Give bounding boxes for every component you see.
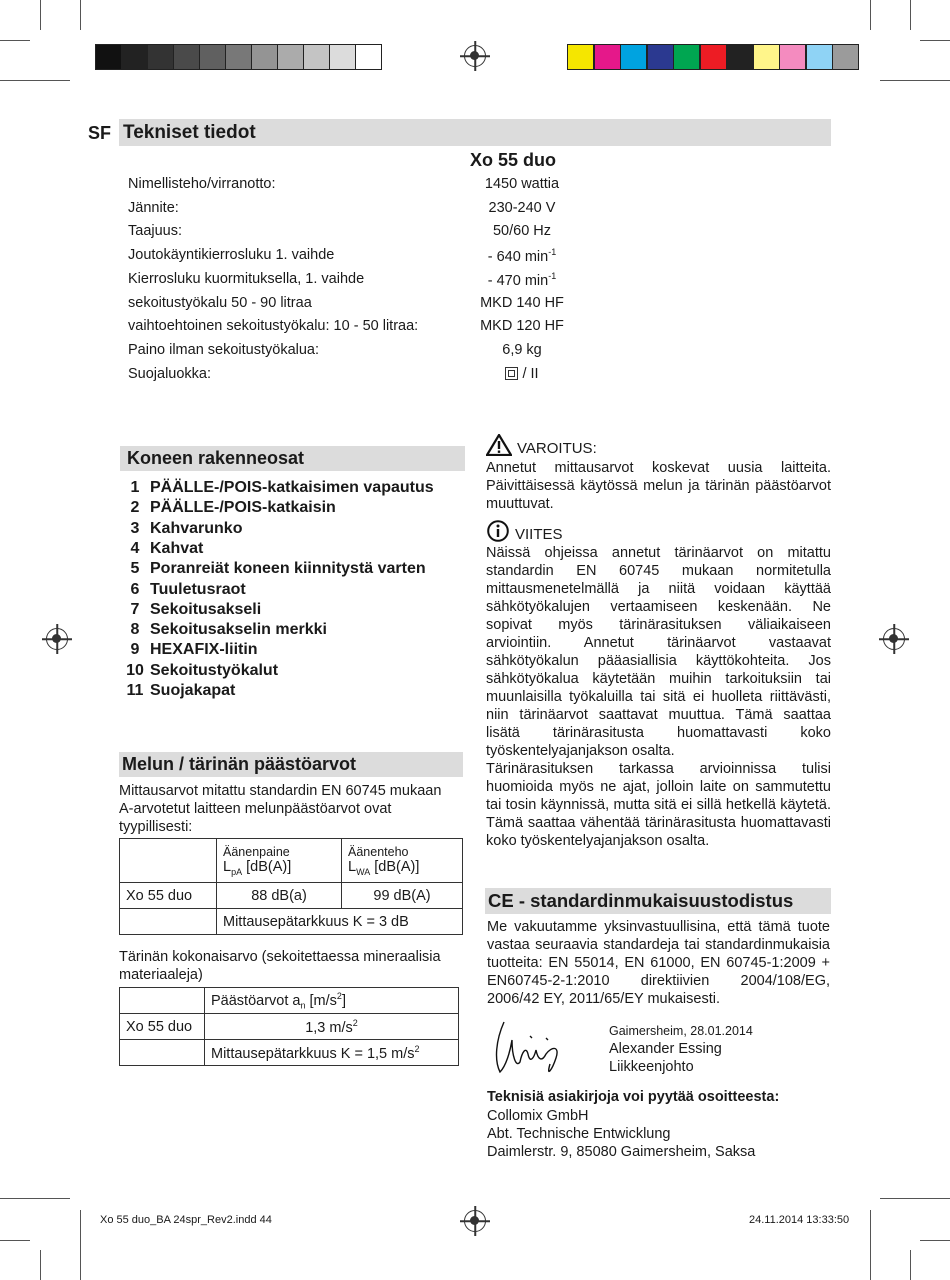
sound-power-title: Äänenteho (348, 844, 409, 859)
sound-pressure-header (217, 839, 342, 883)
unit: [dB(A)] (370, 858, 420, 875)
gray-swatch (251, 44, 278, 70)
empty-cell (120, 988, 205, 1014)
model-name: Xo 55 duo (469, 150, 556, 170)
warning-title: VAROITUS: (517, 440, 597, 457)
part-number: 8 (130, 621, 140, 639)
part-number: 7 (130, 600, 140, 618)
sound-power-symbol (348, 859, 456, 877)
spec-row (128, 318, 578, 342)
notice-text-1: Näissä ohjeissa annetut tärinäarvot on mitattu standardin EN 60745 mukaan normitetulla mittausmenetelmällä ja niitä voidaan käyttää sähkötyökalujen vertaamiseen keskenään. Ne sopivat myös tärinärasituksen väliaikaiseen arviointiin. Annetut tärinäarvot vastaavat sähkötyökalun pääasiallisia käyttökohteita. Jos sähkötyökalua käytetään muihin tarkoituksiin tai muunlaisilla työkaluilla tai sitä ei huolleta riittävästi, niin tärinäarvot saattavat muuttua. Tämä saattaa lisätä tärinärasitusta huomattavasti koko työskentelyajanjakson osalta. (486, 545, 831, 759)
registration-mark-icon (464, 45, 486, 67)
sound-power-header (342, 839, 463, 883)
spec-label: sekoitustyökalu 50 - 90 litraa (128, 294, 312, 311)
sound-pressure-value: 88 dB(a) (217, 883, 342, 909)
parts-list-item (120, 682, 235, 700)
gray-swatch (355, 44, 382, 70)
empty-cell (120, 1040, 205, 1066)
part-number: 9 (130, 641, 140, 659)
signer-role: Liikkeenjohto (609, 1059, 694, 1075)
gray-swatch (199, 44, 226, 70)
crop-mark (910, 1250, 911, 1280)
spec-value: MKD 140 HF (480, 294, 564, 311)
docs-title: Teknisiä asiakirjoja voi pyytää osoitteesta: (487, 1089, 780, 1105)
place-date: Gaimersheim, 28.01.2014 (609, 1024, 753, 1038)
head-end: ] (341, 992, 346, 1009)
part-label: Sekoitusakselin merkki (150, 621, 327, 639)
footer-timestamp: 24.11.2014 13:33:50 (749, 1214, 850, 1226)
uncertainty-text: Mittausepätarkkuus K = 1,5 m/s (211, 1045, 415, 1062)
color-swatch (620, 44, 647, 70)
crop-mark (40, 0, 41, 30)
address-line-2: Abt. Technische Entwicklung (487, 1126, 671, 1142)
registration-mark-icon (883, 628, 905, 650)
spec-label: Nimellisteho/virranotto: (128, 176, 276, 192)
spec-row (128, 200, 578, 224)
color-swatch (700, 44, 727, 70)
unit: [dB(A)] (242, 858, 292, 875)
value-text: 1,3 m/s (305, 1019, 353, 1036)
color-swatch (779, 44, 806, 70)
spec-label: Jännite: (128, 199, 179, 216)
spec-label: Taajuus: (128, 223, 183, 240)
crop-mark (880, 80, 950, 81)
part-label: Kahvarunko (150, 519, 243, 537)
language-code: SF (88, 123, 112, 143)
crop-mark (910, 0, 911, 30)
sound-pressure-symbol (223, 859, 335, 877)
part-number: 2 (130, 499, 140, 517)
value-sup: 2 (352, 1017, 358, 1028)
registration-mark-icon (464, 1210, 486, 1232)
color-swatch (726, 44, 753, 70)
noise-uncertainty: Mittausepätarkkuus K = 3 dB (217, 909, 463, 935)
symbol-sub: pA (231, 866, 243, 877)
part-label: Sekoitusakseli (150, 600, 262, 618)
spec-value: 1450 wattia (484, 176, 560, 192)
notice-title: VIITES (515, 526, 563, 543)
color-swatch (673, 44, 700, 70)
gray-swatch (95, 44, 122, 70)
crop-mark (80, 0, 81, 30)
color-swatch (753, 44, 780, 70)
vibration-header (205, 988, 459, 1014)
crop-mark (0, 40, 30, 41)
parts-list-item (120, 581, 246, 599)
crop-mark (0, 1240, 30, 1241)
uncertainty-sup: 2 (414, 1043, 420, 1054)
crop-mark (920, 40, 950, 41)
part-label: PÄÄLLE-/POIS-katkaisin (150, 499, 336, 517)
address-line-3: Daimlerstr. 9, 85080 Gaimersheim, Saksa (487, 1144, 756, 1160)
section-heading-ce: CE - standardinmukaisuustodistus (485, 888, 831, 914)
spec-value: MKD 120 HF (480, 318, 564, 335)
sound-power-value: 99 dB(A) (342, 883, 463, 909)
part-number: 6 (130, 580, 140, 598)
address-line-1: Collomix GmbH (487, 1108, 589, 1124)
head-sub: n (300, 1000, 306, 1011)
crop-mark (920, 1240, 950, 1241)
spec-label: Joutokäyntikierrosluku 1. vaihde (128, 247, 335, 264)
section-heading-parts: Koneen rakenneosat (120, 446, 465, 471)
spec-value: 50/60 Hz (492, 223, 552, 240)
gray-swatch (173, 44, 200, 70)
part-number: 3 (130, 519, 140, 537)
part-label: PÄÄLLE-/POIS-katkaisimen vapautus (150, 479, 434, 496)
spec-label: Paino ilman sekoitustyökalua: (128, 341, 320, 358)
notice-text-2: Tärinärasituksen tarkassa arvioinnissa tulisi huomioida myös ne ajat, jolloin laite on sammutettu tai tosin käynnissä, mutta sitä ei sillä hetkellä käytetä. Tämä saattaa vähentää tärinärasitusta huomattavasti koko työskentelyajanjakson osalta. (486, 761, 831, 849)
parts-list-item (120, 601, 261, 619)
crop-mark (40, 1250, 41, 1280)
parts-list-item (120, 621, 327, 639)
part-number: 1 (130, 479, 140, 496)
head-unit: [m/s (305, 992, 337, 1009)
part-label: Kahvat (150, 539, 204, 557)
parts-list-item (120, 662, 278, 680)
color-swatch (806, 44, 833, 70)
crop-mark (870, 0, 871, 30)
spec-value: - 640 $\min^{-1}$ (487, 247, 557, 265)
color-swatch (647, 44, 674, 70)
part-number: 10 (126, 661, 144, 679)
empty-cell (120, 839, 217, 883)
gray-swatch (147, 44, 174, 70)
double-insulation-icon (505, 367, 518, 380)
info-icon (487, 520, 509, 547)
crop-mark (80, 1210, 81, 1280)
sound-pressure-title: Äänenpaine (223, 844, 290, 859)
spec-row (128, 176, 578, 200)
spec-label: Suojaluokka: (128, 365, 212, 382)
spec-value: 230-240 V (488, 199, 556, 216)
warning-text: Annetut mittausarvot koskevat uusia laitteita. Päivittäisessä käytössä melun ja tärinän päästöarvot muuttuvat. (486, 460, 831, 512)
gray-swatch (121, 44, 148, 70)
parts-list-item (120, 499, 336, 517)
spec-row (128, 247, 578, 271)
noise-intro: Mittausarvot mitattu standardin EN 60745 mukaan A-arvotetut laitteen melunpäästöarvot ovat tyypillisesti: (119, 783, 442, 835)
registration-mark-icon (46, 628, 68, 650)
warning-icon (486, 434, 512, 461)
spec-value: / II (458, 366, 586, 382)
parts-list-item (120, 641, 258, 659)
part-label: Poranreiät koneen kiinnitystä varten (150, 560, 426, 578)
part-label: Tuuletusraot (150, 580, 246, 598)
spec-row (128, 271, 578, 295)
part-number: 4 (130, 539, 140, 557)
parts-list-item (120, 520, 242, 538)
spec-label: vaihtoehtoinen sekoitustyökalu: 10 - 50 litraa: (128, 318, 419, 335)
head-sup: 2 (336, 990, 342, 1001)
symbol-sub: WA (356, 866, 371, 877)
section-heading-specs: Tekniset tiedot (119, 119, 831, 146)
vibration-table (119, 987, 459, 1066)
color-swatch (567, 44, 594, 70)
noise-table (119, 838, 463, 935)
crop-mark (0, 1198, 70, 1199)
spec-value: - 470 $\min^{-1}$ (487, 270, 557, 289)
section-heading-noise: Melun / tärinän päästöarvot (119, 752, 463, 777)
spec-row (128, 342, 578, 366)
part-label: Sekoitustyökalut (150, 661, 279, 679)
vibration-value (205, 1014, 459, 1040)
spec-row (128, 223, 578, 247)
part-number: 5 (130, 560, 140, 578)
vibration-uncertainty (205, 1040, 459, 1066)
spec-value: 6,9 kg (502, 341, 542, 358)
row-label: Xo 55 duo (120, 1014, 205, 1040)
symbol-l: L (348, 858, 357, 875)
symbol-l: L (223, 858, 232, 875)
footer-filename: Xo 55 duo_BA 24spr_Rev2.indd 44 (100, 1214, 272, 1226)
spec-row (128, 295, 578, 319)
parts-list-item (120, 479, 434, 497)
gray-swatch (277, 44, 304, 70)
crop-mark (880, 1198, 950, 1199)
part-number: 11 (126, 682, 144, 699)
signature-image (490, 1012, 570, 1087)
ce-declaration-text: Me vakuutamme yksinvastuullisina, että tämä tuote vastaa seuraavia standardeja tai standardinmukaisia tuotteita: EN 55014, EN 61000, EN 60745-1:2009 + EN60745-2-1:2010 direktiivien 2004/108/EG, 2006/42 EY, 2011/65/EY mukaisesti. (487, 919, 830, 1007)
gray-swatch (329, 44, 356, 70)
vibration-intro: Tärinän kokonaisarvo (sekoitettaessa mineraalisia materiaaleja) (119, 949, 441, 983)
parts-list-item (120, 560, 426, 578)
parts-list-item (120, 540, 203, 558)
row-label: Xo 55 duo (120, 883, 217, 909)
empty-cell (120, 909, 217, 935)
spec-label: Kierrosluku kuormituksella, 1. vaihde (128, 270, 365, 287)
part-label: Suojakapat (150, 682, 236, 699)
gray-swatch (303, 44, 330, 70)
crop-mark (0, 80, 70, 81)
part-label: HEXAFIX-liitin (150, 641, 258, 659)
color-swatch (594, 44, 621, 70)
color-swatch (832, 44, 859, 70)
gray-swatch (225, 44, 252, 70)
spec-row (128, 366, 578, 390)
crop-mark (870, 1210, 871, 1280)
signer-name: Alexander Essing (609, 1041, 722, 1057)
head-text: Päästöarvot a (211, 992, 301, 1009)
